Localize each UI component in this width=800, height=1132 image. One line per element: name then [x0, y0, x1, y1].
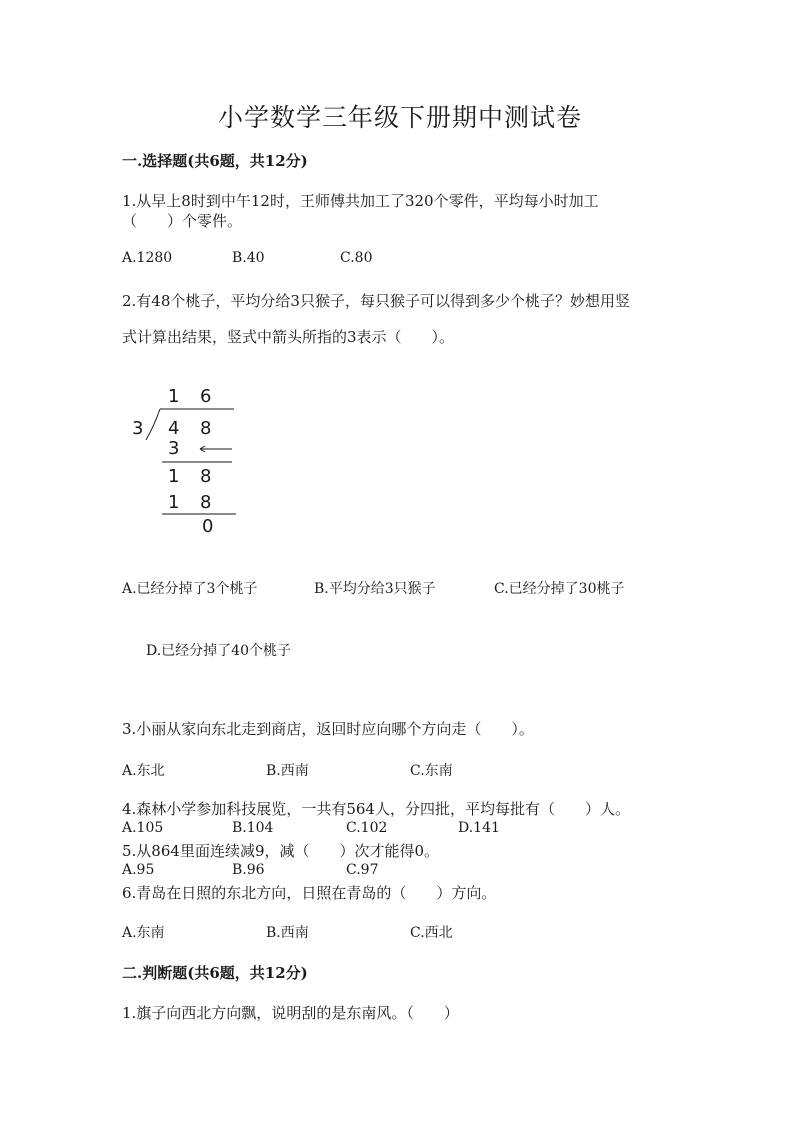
quotient-digit-tens: 1	[168, 386, 180, 407]
division-step-3-tens: 1	[168, 492, 180, 513]
dividend-digit-ones: 8	[200, 418, 212, 439]
question-2-option-c: C.已经分掉了30桃子	[494, 581, 625, 597]
question-3-option-b: B.西南	[266, 763, 309, 779]
question-3-option-c: C.东南	[410, 763, 453, 779]
quotient-digit-ones: 6	[200, 386, 212, 407]
question-2-option-a: A.已经分掉了3个桃子	[122, 581, 258, 597]
section-heading-judgement: 二.判断题(共6题，共12分)	[122, 964, 308, 982]
question-1-option-c: C.80	[340, 250, 373, 266]
question-5-option-c: C.97	[346, 862, 379, 878]
long-division-figure	[128, 384, 248, 544]
question-4-option-a: A.105	[122, 820, 164, 836]
question-3-option-a: A.东北	[122, 763, 165, 779]
division-remainder: 0	[202, 516, 214, 537]
question-4-text: 4.森林小学参加科技展览，一共有564人，分四批，平均每批有（ ）人。	[122, 800, 630, 818]
question-2-text-cont: 式计算出结果，竖式中箭头所指的3表示（ ）。	[122, 328, 455, 346]
question-1-text-cont: （ ）个零件。	[122, 212, 243, 230]
question-1-text: 1.从早上8时到中午12时，王师傅共加工了320个零件，平均每小时加工	[122, 192, 599, 210]
question-2-text: 2.有48个桃子，平均分给3只猴子，每只猴子可以得到多少个桃子？妙想用竖	[122, 292, 630, 310]
division-step-1: 3	[168, 438, 180, 459]
question-4-option-b: B.104	[232, 820, 274, 836]
division-step-3-ones: 8	[200, 492, 212, 513]
question-2-option-b: B.平均分给3只猴子	[314, 581, 436, 597]
division-step-2-ones: 8	[200, 466, 212, 487]
page-title: 小学数学三年级下册期中测试卷	[217, 103, 582, 132]
question-5-option-a: A.95	[122, 862, 155, 878]
question-5-text: 5.从864里面连续减9，减（ ）次才能得0。	[122, 842, 440, 860]
judgement-1-text: 1.旗子向西北方向飘，说明刮的是东南风。（ ）	[122, 1004, 459, 1022]
question-4-option-d: D.141	[458, 820, 500, 836]
question-6-option-c: C.西北	[410, 925, 453, 941]
question-6-text: 6.青岛在日照的东北方向，日照在青岛的（ ）方向。	[122, 884, 497, 902]
question-1-option-b: B.40	[232, 250, 265, 266]
question-4-option-c: C.102	[346, 820, 388, 836]
question-5-option-b: B.96	[232, 862, 265, 878]
question-2-option-d: D.已经分掉了40个桃子	[146, 643, 291, 659]
division-step-2-tens: 1	[168, 466, 180, 487]
section-heading-choice: 一.选择题(共6题，共12分)	[122, 152, 308, 170]
question-3-text: 3.小丽从家向东北走到商店，返回时应向哪个方向走（ ）。	[122, 720, 534, 738]
question-1-option-a: A.1280	[122, 250, 173, 266]
question-6-option-b: B.西南	[266, 925, 309, 941]
divisor: 3	[132, 418, 144, 439]
question-6-option-a: A.东南	[122, 925, 165, 941]
dividend-digit-tens: 4	[168, 418, 180, 439]
